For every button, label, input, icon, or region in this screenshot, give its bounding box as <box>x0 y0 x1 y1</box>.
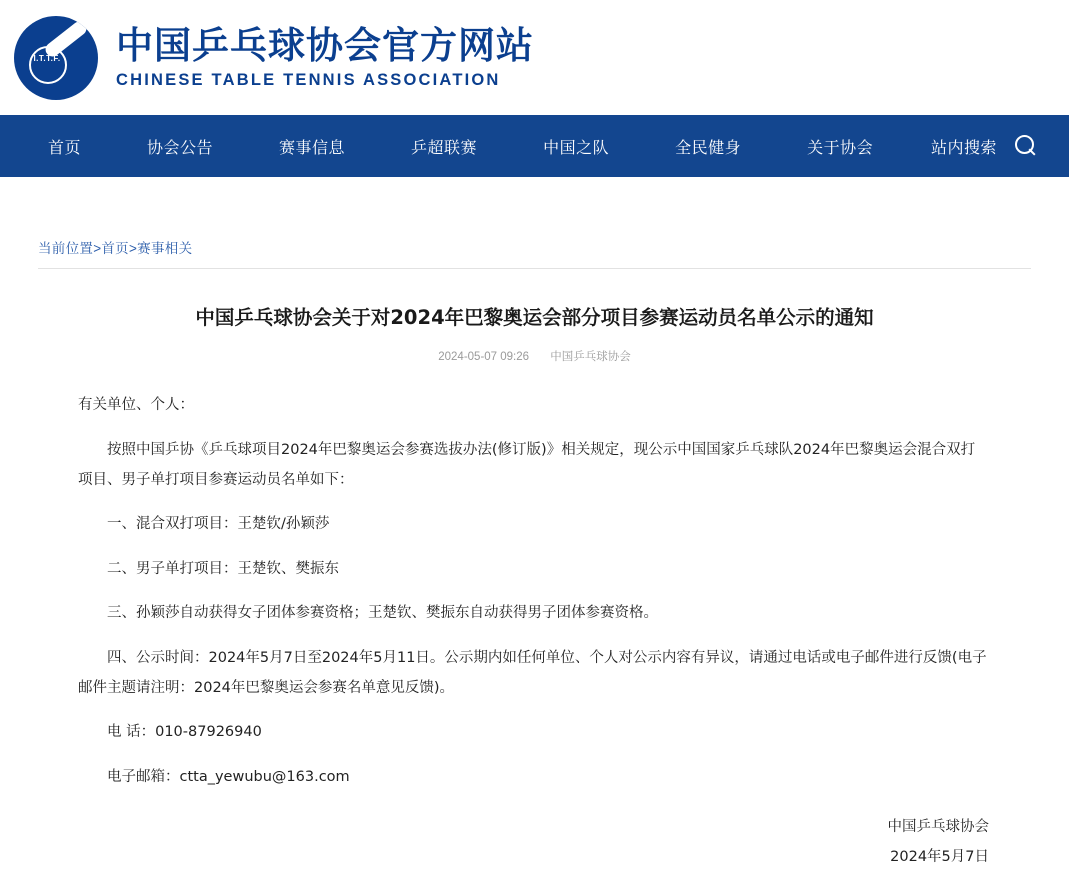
article-paragraph: 四、公示时间：2024年5月7日至2024年5月11日。公示期内如任何单位、个人对公示内容有异议，请通过电话或电子邮件进行反馈(电子邮件主题请注明：2024年巴黎奥运会参赛名单意见反馈)。 <box>78 649 987 696</box>
search-icon[interactable] <box>1015 135 1037 157</box>
nav-item-home[interactable]: 首页 <box>48 139 82 157</box>
article-paragraph: 有关单位、个人： <box>78 397 194 414</box>
site-title-cn: 中国乒乓球协会官方网站 <box>116 23 534 67</box>
article-meta <box>38 348 1031 364</box>
signature-date: 2024年5月7日 <box>890 848 989 865</box>
article-paragraph: 三、孙颖莎自动获得女子团体参赛资格；王楚钦、樊振东自动获得男子团体参赛资格。 <box>107 605 658 622</box>
nav-item-list <box>0 135 931 158</box>
contact-email[interactable]: 电子邮箱：ctta_yewubu@163.com <box>107 768 350 785</box>
nav-item-fitness[interactable]: 全民健身 <box>675 139 742 157</box>
nav-item-super-league[interactable]: 乒超联赛 <box>411 139 478 157</box>
logo-mark-text: I.T.T.F. <box>33 53 61 63</box>
article-paragraph: 按照中国乒协《乒乓球项目2024年巴黎奥运会参赛选拔办法(修订版)》相关规定，现公示中国国家乒乓球队2024年巴黎奥运会混合双打项目、男子单打项目参赛运动员名单如下： <box>78 441 976 488</box>
search-label: 站内搜索 <box>930 139 997 157</box>
nav-item-about[interactable]: 关于协会 <box>807 139 874 157</box>
breadcrumb[interactable]: 当前位置>首页>赛事相关 <box>38 177 1031 269</box>
site-search[interactable] <box>931 135 1069 158</box>
article-source: 中国乒乓球协会 <box>550 351 631 364</box>
nav-item-team-china[interactable]: 中国之队 <box>543 139 610 157</box>
signature-org: 中国乒乓球协会 <box>887 818 989 835</box>
page-title: 中国乒乓球协会关于对2024年巴黎奥运会部分项目参赛运动员名单公示的通知 <box>195 306 874 329</box>
site-title-block <box>116 25 534 91</box>
article <box>38 269 1031 872</box>
site-header <box>0 0 1069 115</box>
content-area <box>0 177 1069 872</box>
article-paragraph: 二、男子单打项目：王楚钦、樊振东 <box>107 560 339 577</box>
article-paragraph: 一、混合双打项目：王楚钦/孙颖莎 <box>107 516 330 533</box>
main-navigation <box>0 115 1069 177</box>
site-title-en: CHINESE TABLE TENNIS ASSOCIATION <box>116 71 501 90</box>
ctta-logo-icon[interactable] <box>14 16 98 100</box>
nav-item-announcements[interactable]: 协会公告 <box>147 139 214 157</box>
ball-shape <box>29 46 67 84</box>
signature-block <box>38 812 1031 872</box>
article-date: 2024-05-07 09:26 <box>438 351 530 364</box>
contact-phone: 电 话：010-87926940 <box>107 724 262 741</box>
article-body <box>38 390 1031 792</box>
nav-item-events[interactable]: 赛事信息 <box>279 139 346 157</box>
